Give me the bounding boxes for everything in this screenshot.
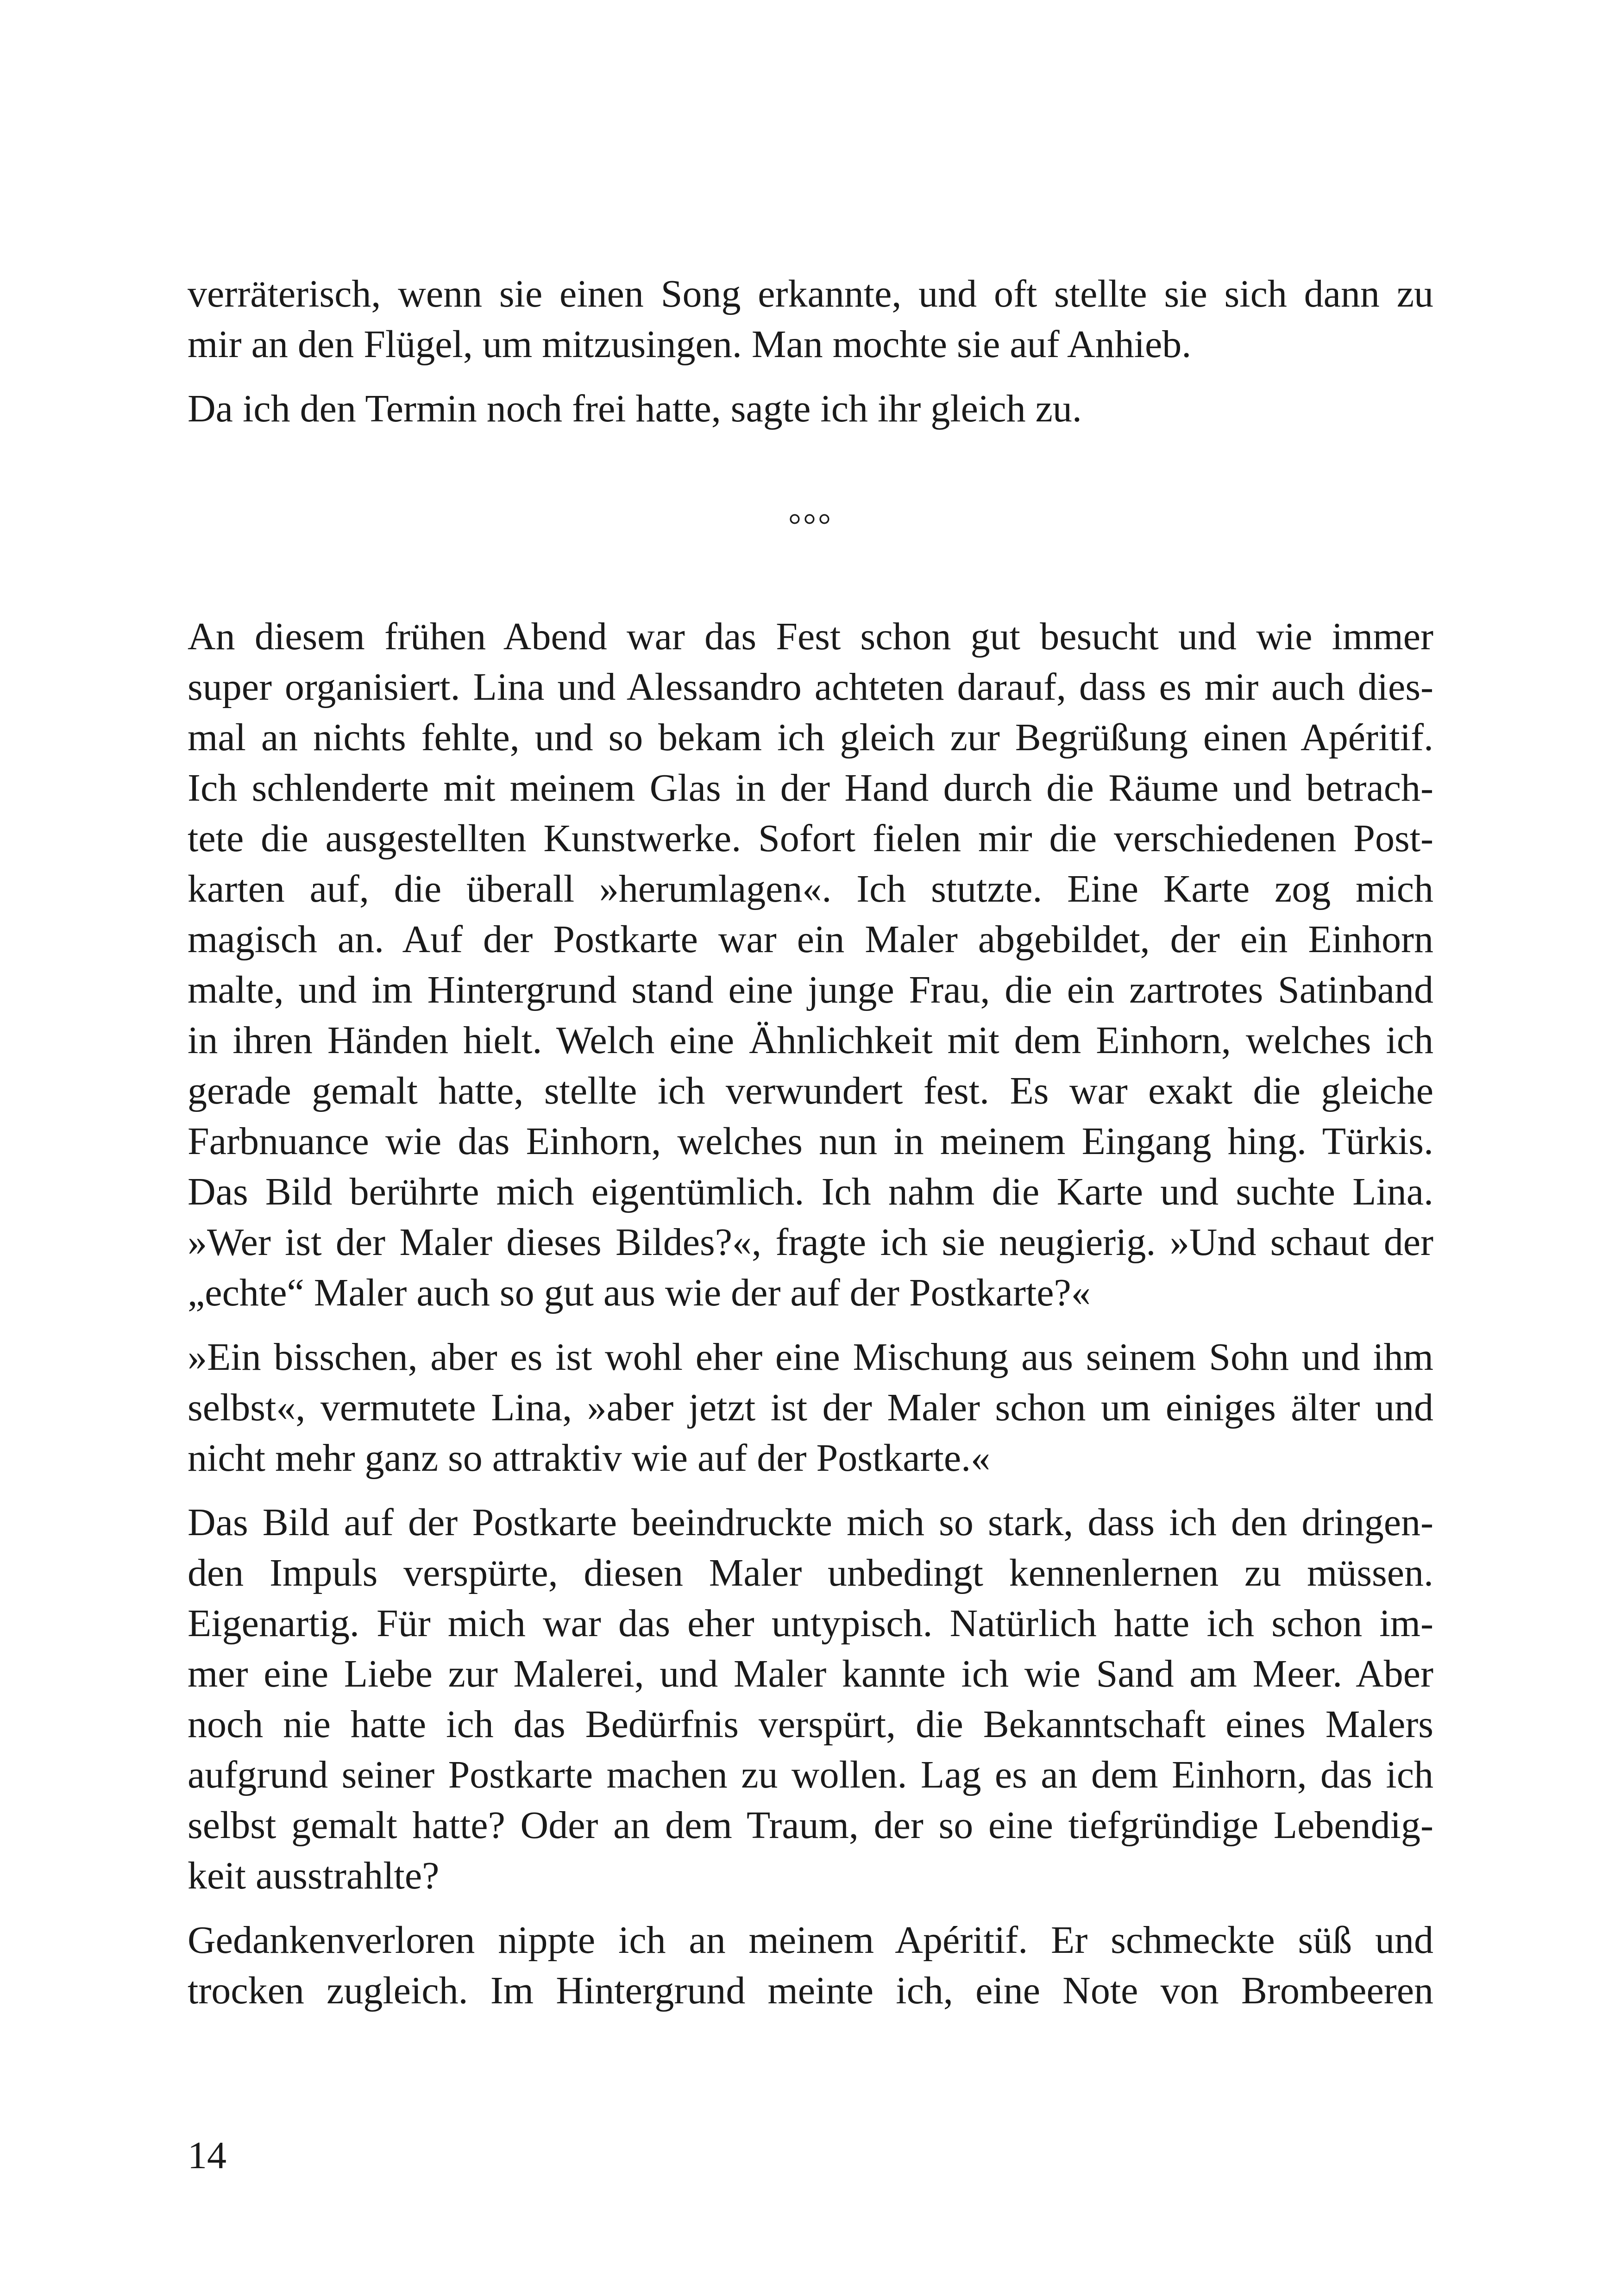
text-line: super organisiert. Lina und Alessandro achteten darauf, dass es mir auch dies- bbox=[188, 665, 1433, 709]
text-line: noch nie hatte ich das Bedürfnis verspürt, die Bekanntschaft eines Malers bbox=[188, 1703, 1433, 1746]
paragraph bbox=[188, 1915, 1433, 2016]
text-line: karten auf, die überall »herumlagen«. Ich stutzte. Eine Karte zog mich bbox=[188, 867, 1433, 910]
text-line: An diesem frühen Abend war das Fest schon gut besucht und wie immer bbox=[188, 615, 1433, 658]
paragraph bbox=[188, 1497, 1433, 1901]
text-line: mal an nichts fehlte, und so bekam ich gleich zur Begrüßung einen Apéritif. bbox=[188, 716, 1433, 759]
text-line: malte, und im Hintergrund stand eine junge Frau, die ein zartrotes Satinband bbox=[188, 968, 1433, 1011]
text-line: mer eine Liebe zur Malerei, und Maler kannte ich wie Sand am Meer. Aber bbox=[188, 1652, 1433, 1695]
paragraph bbox=[188, 1332, 1433, 1483]
section-separator: °°° bbox=[788, 508, 833, 543]
text-line: den Impuls verspürte, diesen Maler unbedingt kennenlernen zu müssen. bbox=[188, 1551, 1433, 1594]
text-line: mir an den Flügel, um mitzusingen. Man mochte sie auf Anhieb. bbox=[188, 323, 1192, 366]
text-line: verräterisch, wenn sie einen Song erkannte, und oft stellte sie sich dann zu bbox=[188, 272, 1433, 315]
text-line: in ihren Händen hielt. Welch eine Ähnlichkeit mit dem Einhorn, welches ich bbox=[188, 1019, 1433, 1062]
page-number: 14 bbox=[188, 2134, 226, 2177]
text-line: „echte“ Maler auch so gut aus wie der auf der Postkarte?« bbox=[188, 1271, 1091, 1314]
text-line: Da ich den Termin noch frei hatte, sagte ich ihr gleich zu. bbox=[188, 387, 1082, 430]
text-line: Farbnuance wie das Einhorn, welches nun in meinem Eingang hing. Türkis. bbox=[188, 1120, 1433, 1163]
main-text-block bbox=[188, 611, 1433, 2030]
text-line: keit ausstrahlte? bbox=[188, 1854, 440, 1897]
text-line: gerade gemalt hatte, stellte ich verwundert fest. Es war exakt die gleiche bbox=[188, 1069, 1433, 1112]
text-line: selbst«, vermutete Lina, »aber jetzt ist der Maler schon um einiges älter und bbox=[188, 1386, 1433, 1429]
top-text-block bbox=[188, 269, 1433, 448]
text-line: »Wer ist der Maler dieses Bildes?«, fragte ich sie neugierig. »Und schaut der bbox=[188, 1221, 1433, 1264]
text-line: selbst gemalt hatte? Oder an dem Traum, der so eine tiefgründige Lebendig- bbox=[188, 1804, 1433, 1847]
paragraph bbox=[188, 269, 1433, 370]
text-line: trocken zugleich. Im Hintergrund meinte ich, eine Note von Brombeeren bbox=[188, 1969, 1433, 2012]
text-line: »Ein bisschen, aber es ist wohl eher eine Mischung aus seinem Sohn und ihm bbox=[188, 1336, 1433, 1379]
text-line: aufgrund seiner Postkarte machen zu wollen. Lag es an dem Einhorn, das ich bbox=[188, 1753, 1433, 1796]
text-line: tete die ausgestellten Kunstwerke. Sofort fielen mir die verschiedenen Post- bbox=[188, 817, 1433, 860]
text-line: magisch an. Auf der Postkarte war ein Maler abgebildet, der ein Einhorn bbox=[188, 918, 1433, 961]
paragraph bbox=[188, 611, 1433, 1318]
text-line: Gedankenverloren nippte ich an meinem Apéritif. Er schmeckte süß und bbox=[188, 1919, 1433, 1962]
text-line: Das Bild berührte mich eigentümlich. Ich nahm die Karte und suchte Lina. bbox=[188, 1170, 1433, 1213]
text-line: Das Bild auf der Postkarte beeindruckte mich so stark, dass ich den dringen- bbox=[188, 1501, 1433, 1544]
text-line: Eigenartig. Für mich war das eher untypisch. Natürlich hatte ich schon im- bbox=[188, 1602, 1433, 1645]
paragraph bbox=[188, 383, 1433, 434]
text-line: nicht mehr ganz so attraktiv wie auf der Postkarte.« bbox=[188, 1437, 991, 1480]
text-line: Ich schlenderte mit meinem Glas in der Hand durch die Räume und betrach- bbox=[188, 766, 1433, 809]
